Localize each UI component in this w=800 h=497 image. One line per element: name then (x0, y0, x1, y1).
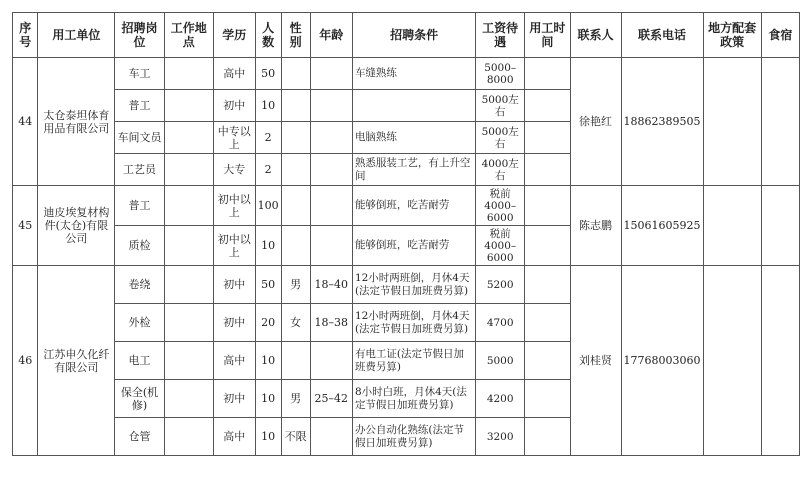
job-work-time (525, 186, 570, 226)
job-count: 10 (255, 90, 281, 122)
job-count: 2 (255, 122, 281, 154)
job-pay: 税前4000–6000 (476, 226, 525, 266)
header-sex: 性别 (281, 13, 310, 58)
job-education: 高中 (213, 58, 255, 90)
job-age: 18–38 (310, 304, 352, 342)
job-count: 50 (255, 266, 281, 304)
job-location (164, 266, 213, 304)
job-location (164, 226, 213, 266)
job-pay: 3200 (476, 418, 525, 456)
job-age (310, 342, 352, 380)
job-age (310, 90, 352, 122)
job-count: 10 (255, 418, 281, 456)
job-pay: 4700 (476, 304, 525, 342)
company-board (761, 186, 799, 266)
company-phone: 17768003060 (621, 266, 703, 456)
job-conditions: 车缝熟练 (352, 58, 475, 90)
job-conditions: 能够倒班，吃苦耐劳 (352, 186, 475, 226)
job-conditions: 有电工证(法定节假日加班费另算) (352, 342, 475, 380)
job-post: 车工 (115, 58, 164, 90)
job-post: 外检 (115, 304, 164, 342)
job-sex (281, 90, 310, 122)
job-work-time (525, 266, 570, 304)
header-no: 序号 (13, 13, 38, 58)
header-company: 用工单位 (38, 13, 115, 58)
job-post: 卷绕 (115, 266, 164, 304)
company-contact: 陈志鹏 (570, 186, 621, 266)
job-location (164, 122, 213, 154)
job-count: 10 (255, 342, 281, 380)
job-count: 100 (255, 186, 281, 226)
job-pay: 5000 (476, 342, 525, 380)
job-age (310, 58, 352, 90)
company-phone: 18862389505 (621, 58, 703, 186)
company-phone: 15061605925 (621, 186, 703, 266)
job-conditions: 熟悉服装工艺，有上升空间 (352, 154, 475, 186)
header-policy: 地方配套政策 (703, 13, 761, 58)
job-age (310, 418, 352, 456)
job-conditions: 12小时两班倒，月休4天(法定节假日加班费另算) (352, 266, 475, 304)
job-conditions: 能够倒班，吃苦耐劳 (352, 226, 475, 266)
job-education: 初中 (213, 304, 255, 342)
job-count: 20 (255, 304, 281, 342)
job-location (164, 342, 213, 380)
job-count: 10 (255, 226, 281, 266)
company-contact: 徐艳红 (570, 58, 621, 186)
recruitment-table-sheet (12, 12, 800, 456)
job-education: 大专 (213, 154, 255, 186)
job-location (164, 90, 213, 122)
company-contact: 刘桂贤 (570, 266, 621, 456)
recruitment-table (12, 12, 800, 456)
job-age (310, 122, 352, 154)
company-name: 太仓泰坦体育用品有限公司 (38, 58, 115, 186)
company-name: 迪皮埃复材构件(太仓)有限公司 (38, 186, 115, 266)
company-policy (703, 186, 761, 266)
job-sex (281, 226, 310, 266)
job-post: 工艺员 (115, 154, 164, 186)
job-conditions: 8小时白班，月休4天(法定节假日加班费另算) (352, 380, 475, 418)
header-conditions: 招聘条件 (352, 13, 475, 58)
job-count: 2 (255, 154, 281, 186)
job-location (164, 154, 213, 186)
job-sex (281, 342, 310, 380)
job-work-time (525, 342, 570, 380)
company-no: 46 (13, 266, 38, 456)
company-name: 江苏申久化纤有限公司 (38, 266, 115, 456)
company-no: 45 (13, 186, 38, 266)
header-phone: 联系电话 (621, 13, 703, 58)
job-location (164, 304, 213, 342)
job-pay: 5000–8000 (476, 58, 525, 90)
header-post: 招聘岗位 (115, 13, 164, 58)
job-sex (281, 122, 310, 154)
job-education: 中专以上 (213, 122, 255, 154)
job-work-time (525, 122, 570, 154)
header-row (13, 13, 800, 58)
header-work-time: 用工时间 (525, 13, 570, 58)
job-conditions: 电脑熟练 (352, 122, 475, 154)
job-location (164, 380, 213, 418)
job-pay: 5000左右 (476, 122, 525, 154)
job-age: 18–40 (310, 266, 352, 304)
job-work-time (525, 304, 570, 342)
company-policy (703, 266, 761, 456)
job-pay: 4000左右 (476, 154, 525, 186)
job-pay: 4200 (476, 380, 525, 418)
job-count: 10 (255, 380, 281, 418)
job-education: 高中 (213, 342, 255, 380)
job-post: 普工 (115, 186, 164, 226)
job-sex: 男 (281, 380, 310, 418)
job-work-time (525, 154, 570, 186)
header-board: 食宿 (761, 13, 799, 58)
job-sex: 男 (281, 266, 310, 304)
table-row (13, 58, 800, 90)
job-post: 车间文员 (115, 122, 164, 154)
job-pay: 5000左右 (476, 90, 525, 122)
job-post: 仓管 (115, 418, 164, 456)
header-education: 学历 (213, 13, 255, 58)
company-no: 44 (13, 58, 38, 186)
job-education: 初中以上 (213, 186, 255, 226)
table-row (13, 186, 800, 226)
job-age (310, 226, 352, 266)
job-pay: 5200 (476, 266, 525, 304)
job-post: 保全(机修) (115, 380, 164, 418)
job-education: 高中 (213, 418, 255, 456)
job-sex (281, 58, 310, 90)
header-pay: 工资待遇 (476, 13, 525, 58)
job-location (164, 58, 213, 90)
job-sex: 不限 (281, 418, 310, 456)
job-sex (281, 186, 310, 226)
job-conditions (352, 90, 475, 122)
job-post: 电工 (115, 342, 164, 380)
job-post: 质检 (115, 226, 164, 266)
job-age (310, 154, 352, 186)
job-location (164, 186, 213, 226)
job-conditions: 办公自动化熟练(法定节假日加班费另算) (352, 418, 475, 456)
company-board (761, 58, 799, 186)
job-work-time (525, 58, 570, 90)
company-board (761, 266, 799, 456)
job-age (310, 186, 352, 226)
job-work-time (525, 380, 570, 418)
company-policy (703, 58, 761, 186)
job-location (164, 418, 213, 456)
job-education: 初中 (213, 266, 255, 304)
job-conditions: 12小时两班倒，月休4天(法定节假日加班费另算) (352, 304, 475, 342)
table-row (13, 266, 800, 304)
job-work-time (525, 226, 570, 266)
job-education: 初中 (213, 90, 255, 122)
header-age: 年龄 (310, 13, 352, 58)
job-post: 普工 (115, 90, 164, 122)
job-work-time (525, 418, 570, 456)
job-age: 25–42 (310, 380, 352, 418)
job-sex: 女 (281, 304, 310, 342)
job-sex (281, 154, 310, 186)
job-count: 50 (255, 58, 281, 90)
job-work-time (525, 90, 570, 122)
header-contact: 联系人 (570, 13, 621, 58)
header-location: 工作地点 (164, 13, 213, 58)
header-count: 人数 (255, 13, 281, 58)
job-education: 初中 (213, 380, 255, 418)
job-education: 初中以上 (213, 226, 255, 266)
job-pay: 税前4000–6000 (476, 186, 525, 226)
